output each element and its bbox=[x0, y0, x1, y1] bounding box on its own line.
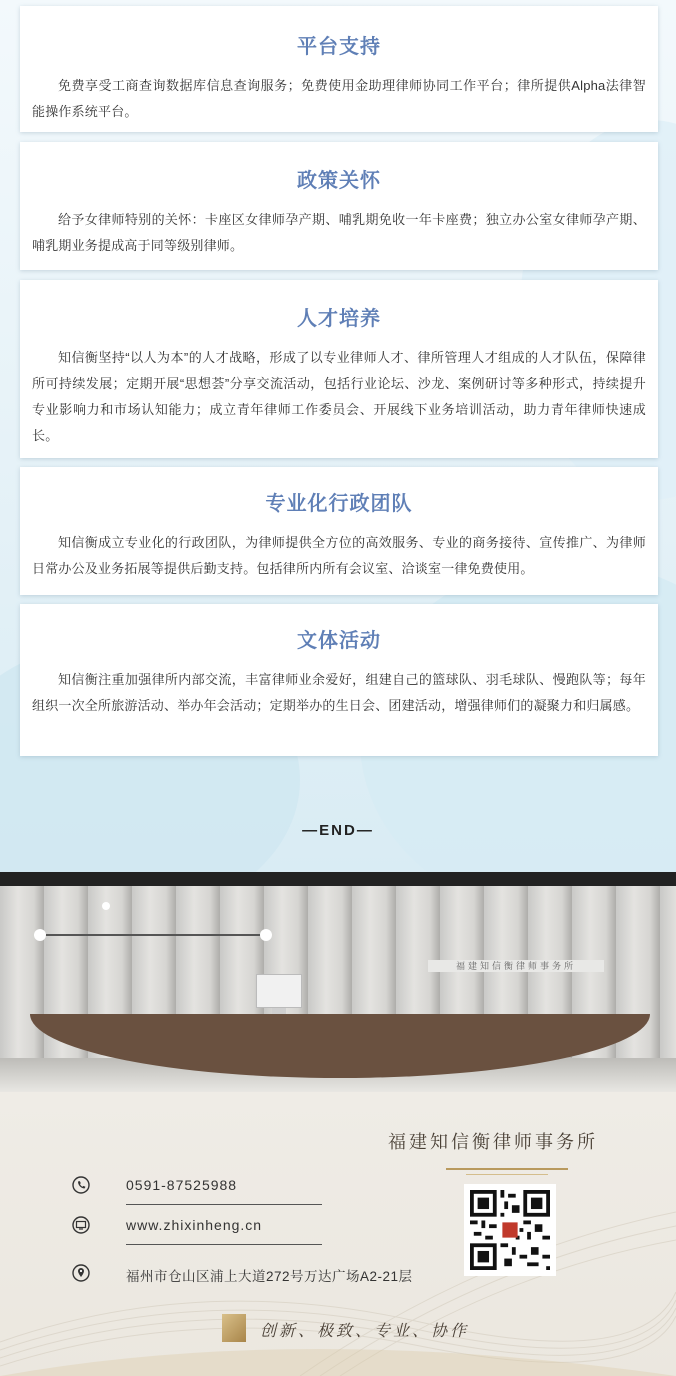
phone-number[interactable]: 0591-87525988 bbox=[126, 1177, 238, 1193]
address-row bbox=[72, 1264, 452, 1290]
section-card-sports-culture bbox=[20, 604, 658, 756]
qr-code[interactable] bbox=[464, 1184, 556, 1276]
section-card-policy-care bbox=[20, 142, 658, 270]
section-title: 政策关怀 bbox=[297, 170, 381, 192]
section-card-admin-team bbox=[20, 467, 658, 595]
phone-row bbox=[72, 1176, 322, 1202]
slogan-text: 创新、极致、专业、协作 bbox=[260, 1321, 470, 1340]
pendant-lamp bbox=[40, 934, 266, 936]
lamp-bulb bbox=[260, 929, 272, 941]
divider bbox=[126, 1204, 322, 1205]
office-reception-photo bbox=[0, 872, 676, 1092]
location-icon bbox=[72, 1264, 90, 1282]
divider bbox=[126, 1244, 322, 1245]
section-body: 知信衡坚持“以人为本”的人才战略，形成了以专业律师人才、律所管理人才组成的人才队伍，保障律所可持续发展；定期开展“思想荟”分享交流活动，包括行业论坛、沙龙、案例研讨等多种形式，持续提升专业影响力和市场认知能力；成立青年律师工作委员会、开展线下业务培训活动，助力青年律师快速成长。 bbox=[32, 350, 646, 443]
phone-icon bbox=[72, 1176, 90, 1194]
section-title: 专业化行政团队 bbox=[265, 493, 413, 515]
section-card-talent-training bbox=[20, 280, 658, 458]
computer-monitor bbox=[256, 974, 302, 1008]
lamp-bulb bbox=[34, 929, 46, 941]
divider bbox=[466, 1174, 548, 1175]
website-row bbox=[72, 1216, 322, 1242]
web-icon bbox=[72, 1216, 90, 1234]
section-title: 平台支持 bbox=[297, 36, 381, 58]
ceiling bbox=[0, 872, 676, 886]
section-body: 免费享受工商查询数据库信息查询服务；免费使用金助理律师协同工作平台；律所提供Alpha法律智能操作系统平台。 bbox=[32, 78, 646, 119]
section-body: 给予女律师特别的关怀：卡座区女律师孕产期、哺乳期免收一年卡座费；独立办公室女律师孕产期、哺乳期业务提成高于同等级别律师。 bbox=[32, 212, 646, 253]
firm-logo-icon bbox=[222, 1314, 246, 1342]
website-link[interactable]: www.zhixinheng.cn bbox=[126, 1217, 263, 1233]
firm-name: 福建知信衡律师事务所 bbox=[388, 1132, 598, 1153]
lamp-bulb bbox=[102, 902, 110, 910]
section-body: 知信衡成立专业化的行政团队，为律师提供全方位的高效服务、专业的商务接待、宣传推广、为律师日常办公及业务拓展等提供后勤支持。包括律所内所有会议室、洽谈室一律免费使用。 bbox=[32, 535, 646, 576]
wall-sign: 福建知信衡律师事务所 bbox=[428, 960, 604, 972]
section-title: 文体活动 bbox=[297, 630, 381, 652]
section-body: 知信衡注重加强律所内部交流，丰富律师业余爱好，组建自己的篮球队、羽毛球队、慢跑队等；每年组织一次全所旅游活动、举办年会活动；定期举办的生日会、团建活动，增强律师们的凝聚力和归属感。 bbox=[32, 672, 646, 713]
section-card-platform-support bbox=[20, 6, 658, 132]
contact-card bbox=[0, 1092, 676, 1376]
qr-code-icon bbox=[470, 1190, 550, 1270]
end-marker: —END— bbox=[302, 822, 374, 839]
address-text: 福州市仓山区浦上大道272号万达广场A2-21层 bbox=[126, 1269, 413, 1284]
divider bbox=[446, 1168, 568, 1170]
section-title: 人才培养 bbox=[297, 308, 381, 330]
